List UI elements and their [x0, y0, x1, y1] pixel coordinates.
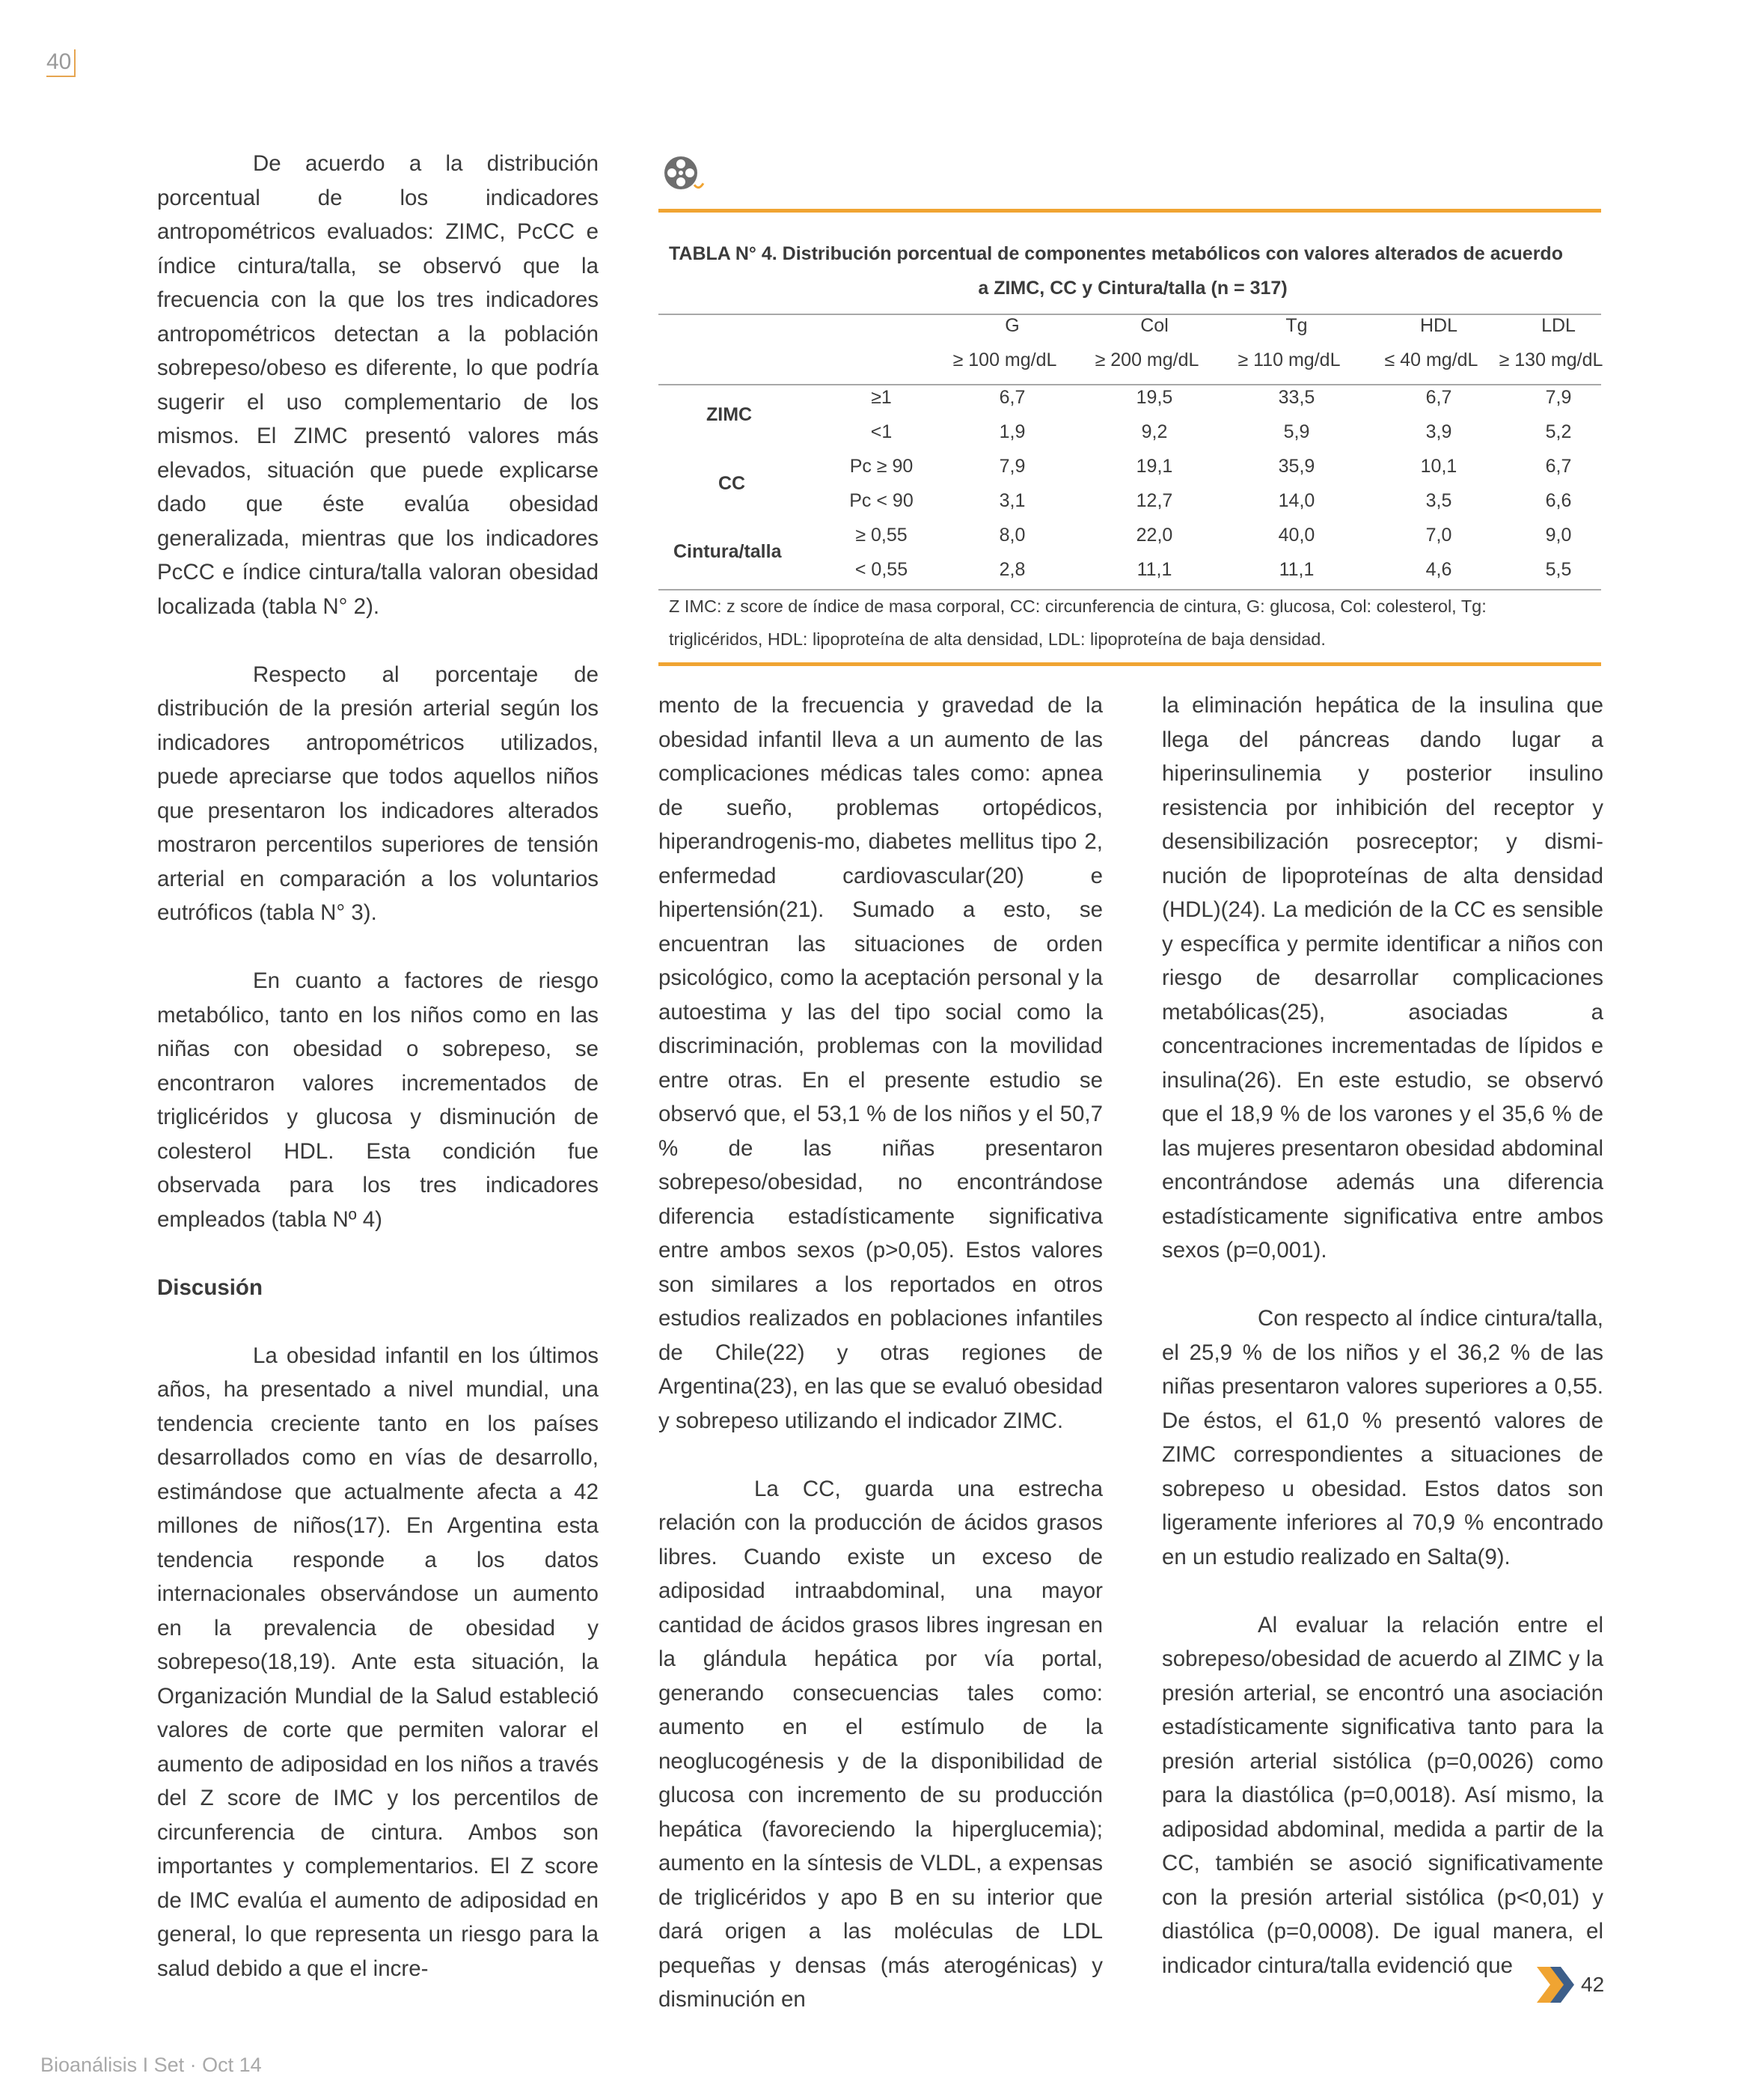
row-group-label: Cintura/talla: [673, 541, 782, 562]
table-cell: 7,0: [1425, 525, 1452, 546]
table-bottom-rule: [658, 662, 1601, 666]
table-cell: 1,9: [999, 421, 1026, 442]
film-reel-icon: [661, 153, 706, 198]
table-cell: 5,2: [1545, 421, 1572, 442]
table-note-line-1: Z IMC: z score de índice de masa corporal, CC: circunferencia de cintura, G: glucosa, Col: colesterol, Tg:: [669, 596, 1487, 616]
table-cell: 3,5: [1425, 490, 1452, 511]
col-subheader: ≥ 110 mg/dL: [1237, 350, 1341, 370]
section-heading: Discusión: [157, 1275, 263, 1300]
col-header-ldl: LDL: [1541, 315, 1576, 336]
table-title-line-1: TABLA N° 4. Distribución porcentual de componentes metabólicos con valores alterados de acuerdo: [669, 243, 1563, 264]
table-note-line-2: triglicéridos, HDL: lipoproteína de alta densidad, LDL: lipoproteína de baja densidad.: [669, 629, 1326, 649]
paragraph: mento de la frecuencia y gravedad de la obesidad infantil lleva a un aumento de las complicaciones médicas tales como: apnea de sueño, problemas ortopédicos, hiperandrogenis-mo, diabetes mellitus tipo 2, enfermedad cardiovascular(20) e hipertensión(21). Sumado a esto, se encuentran las situaciones de orden psicológico, como la aceptación personal y la autoestima y las del tipo social como la discriminación, problemas con la movilidad entre otras. En el presente estudio se observó que, el 53,1 % de los niños y el 50,7 % de las niñas presentaron sobrepeso/obesidad, no encontrándose diferencia estadísticamente significativa entre ambos sexos (p>0,05). Estos valores son similares a los reportados en otros estudios realizados en poblaciones infantiles de Chile(22) y otras regiones de Argentina(23), en las que se evaluó obesidad y sobrepeso utilizando el indicador ZIMC.: [658, 693, 1103, 1433]
col-subheader: ≤ 40 mg/dL: [1384, 350, 1478, 370]
paragraph: De acuerdo a la distribución porcentual de los indicadores antropométricos evaluados: ZIMC, PcCC e índice cintura/talla, se observó que la frecuencia con la que los tres indicadores antropométricos detectan a la población sobrepeso/obeso es diferente, lo que podría sugerir el uso complementario de los mismos. El ZIMC presentó valores más elevados, situación que puede explicarse dado que éste evalúa obesidad generalizada, mientras que los indicadores PcCC e índice cintura/talla valoran obesidad localizada (tabla N° 2).: [157, 151, 599, 619]
table-cell: 3,1: [999, 490, 1026, 511]
table-cell: 40,0: [1278, 525, 1315, 546]
table-cell: 14,0: [1278, 490, 1315, 511]
table-rule: [658, 384, 1601, 385]
col-header-g: G: [1005, 315, 1020, 336]
col-subheader: ≥ 130 mg/dL: [1499, 350, 1603, 370]
table-cell: 8,0: [999, 525, 1026, 546]
top-page-number: 40: [46, 49, 76, 77]
paragraph: la eliminación hepática de la insulina que llega del páncreas dando lugar a hiperinsulinemia y posterior insulino resistencia por inhibición del receptor y desensibilización posreceptor; y dismi-nución de lipoproteínas de alta densidad (HDL)(24). La medición de la CC es sensible y específica y permite identificar a niños con riesgo de desarrollar complicaciones metabólicas(25), asociadas a concentraciones incrementadas de lípidos e insulina(26). En este estudio, se observó que el 18,9 % de los varones y el 35,6 % de las mujeres presentaron obesidad abdominal encontrándose además una diferencia estadísticamente significativa entre ambos sexos (p=0,001).: [1162, 693, 1603, 1263]
table-cell: 10,1: [1420, 456, 1457, 477]
row-sublabel: <1: [870, 421, 893, 442]
table-cell: 12,7: [1136, 490, 1173, 511]
row-sublabel: Pc ≥ 90: [849, 456, 914, 477]
table-cell: 6,6: [1545, 490, 1572, 511]
col-subheader: ≥ 200 mg/dL: [1095, 350, 1199, 370]
text-column-3: [1162, 689, 1603, 2017]
text-column-2: [658, 689, 1103, 2051]
table-cell: 3,9: [1425, 421, 1452, 442]
table-cell: 7,9: [1545, 387, 1572, 408]
magazine-footer: Bioanálisis I Set · Oct 14: [40, 2054, 262, 2076]
table-cell: 7,9: [999, 456, 1026, 477]
table-cell: 2,8: [999, 559, 1026, 580]
col-header-col: Col: [1140, 315, 1169, 336]
table-cell: 4,6: [1425, 559, 1452, 580]
row-sublabel: Pc < 90: [849, 490, 914, 511]
col-header-hdl: HDL: [1419, 315, 1457, 336]
paragraph: La CC, guarda una estrecha relación con la producción de ácidos grasos libres. Cuando existe un exceso de adiposidad intraabdominal, una mayor cantidad de ácidos grasos libres ingresan en la glándula hepática por vía portal, generando consecuencias tales como: aumento en el estímulo de la neoglucogénesis y de la disponibilidad de glucosa con incremento de su producción hepática (favoreciendo la hiperglucemia); aumento en la síntesis de VLDL, a expensas de triglicéridos y apo B en su interior que dará origen a las moléculas de LDL pequeñas y densas (más aterogénicas) y disminución en: [658, 1476, 1103, 2012]
table-cell: 9,0: [1545, 525, 1572, 546]
table-4: [658, 153, 1601, 670]
table-cell: 6,7: [1545, 456, 1572, 477]
table-cell: 35,9: [1278, 456, 1315, 477]
row-sublabel: ≥1: [871, 387, 892, 408]
row-sublabel: < 0,55: [854, 559, 908, 580]
text-column-1: [157, 147, 599, 2020]
table-top-rule: [658, 209, 1601, 213]
table-cell: 9,2: [1141, 421, 1168, 442]
table-title-line-2: a ZIMC, CC y Cintura/talla (n = 317): [978, 278, 1288, 299]
table-cell: 11,1: [1136, 559, 1172, 580]
row-group-label: ZIMC: [706, 404, 753, 425]
col-header-tg: Tg: [1285, 315, 1308, 336]
table-cell: 5,9: [1283, 421, 1310, 442]
paragraph: Con respecto al índice cintura/talla, el 25,9 % de los niños y el 36,2 % de las niñas presentaron valores superiores a 0,55. De éstos, el 61,0 % presentó valores de ZIMC correspondientes a situaciones de sobrepeso u obesidad. Estos datos son ligeramente inferiores al 70,9 % encontrado en un estudio realizado en Salta(9).: [1162, 1306, 1603, 1569]
table-cell: 11,1: [1279, 559, 1315, 580]
bottom-page-number: 42: [1581, 1973, 1605, 1996]
double-chevron-right-icon: [1537, 1967, 1577, 2003]
paragraph: Respecto al porcentaje de distribución de la presión arterial según los indicadores antropométricos utilizados, puede apreciarse que todos aquellos niños que presentaron los indicadores alterados mostraron percentilos superiores de tensión arterial en comparación a los voluntarios eutróficos (tabla N° 3).: [157, 662, 599, 925]
paragraph: La obesidad infantil en los últimos años, ha presentado a nivel mundial, una tendencia creciente tanto en los países desarrollados como en vías de desarrollo, estimándose que actualmente afecta a 42 millones de niños(17). En Argentina esta tendencia responde a los datos internacionales observándose un aumento en la prevalencia de obesidad y sobrepeso(18,19). Ante esta situación, la Organización Mundial de la Salud estableció valores de corte que permiten valorar el aumento de adiposidad en los niños a través del Z score de IMC y los percentilos de circunferencia de cintura. Ambos son importantes y complementarios. El Z score de IMC evalúa el aumento de adiposidad en general, lo que representa un riesgo para la salud debido a que el incre-: [157, 1343, 599, 1981]
paragraph: En cuanto a factores de riesgo metabólico, tanto en los niños como en las niñas con obesidad o sobrepeso, se encontraron valores incrementados de triglicéridos y glucosa y disminución de colesterol HDL. Esta condición fue observada para los tres indicadores empleados (tabla Nº 4): [157, 968, 599, 1232]
col-subheader: ≥ 100 mg/dL: [952, 350, 1057, 370]
table-cell: 5,5: [1545, 559, 1572, 580]
table-cell: 22,0: [1136, 525, 1173, 546]
table-cell: 19,5: [1136, 387, 1173, 408]
table-cell: 6,7: [999, 387, 1026, 408]
paragraph: Al evaluar la relación entre el sobrepeso/obesidad de acuerdo al ZIMC y la presión arterial, se encontró una asociación estadísticamente significativa tanto para la presión arterial sistólica (p=0,0026) como para la diastólica (p=0,0018). Así mismo, la adiposidad abdominal, medida a partir de la CC, también se asoció significativamente con la presión arterial sistólica (p<0,01) y diastólica (p=0,0008). De igual manera, el indicador cintura/talla evidenció que: [1162, 1612, 1603, 1978]
row-sublabel: ≥ 0,55: [855, 525, 908, 546]
table-cell: 6,7: [1425, 387, 1452, 408]
row-group-label: CC: [718, 473, 746, 494]
table-cell: 33,5: [1278, 387, 1315, 408]
table-cell: 19,1: [1136, 456, 1173, 477]
table-rule: [658, 589, 1601, 590]
